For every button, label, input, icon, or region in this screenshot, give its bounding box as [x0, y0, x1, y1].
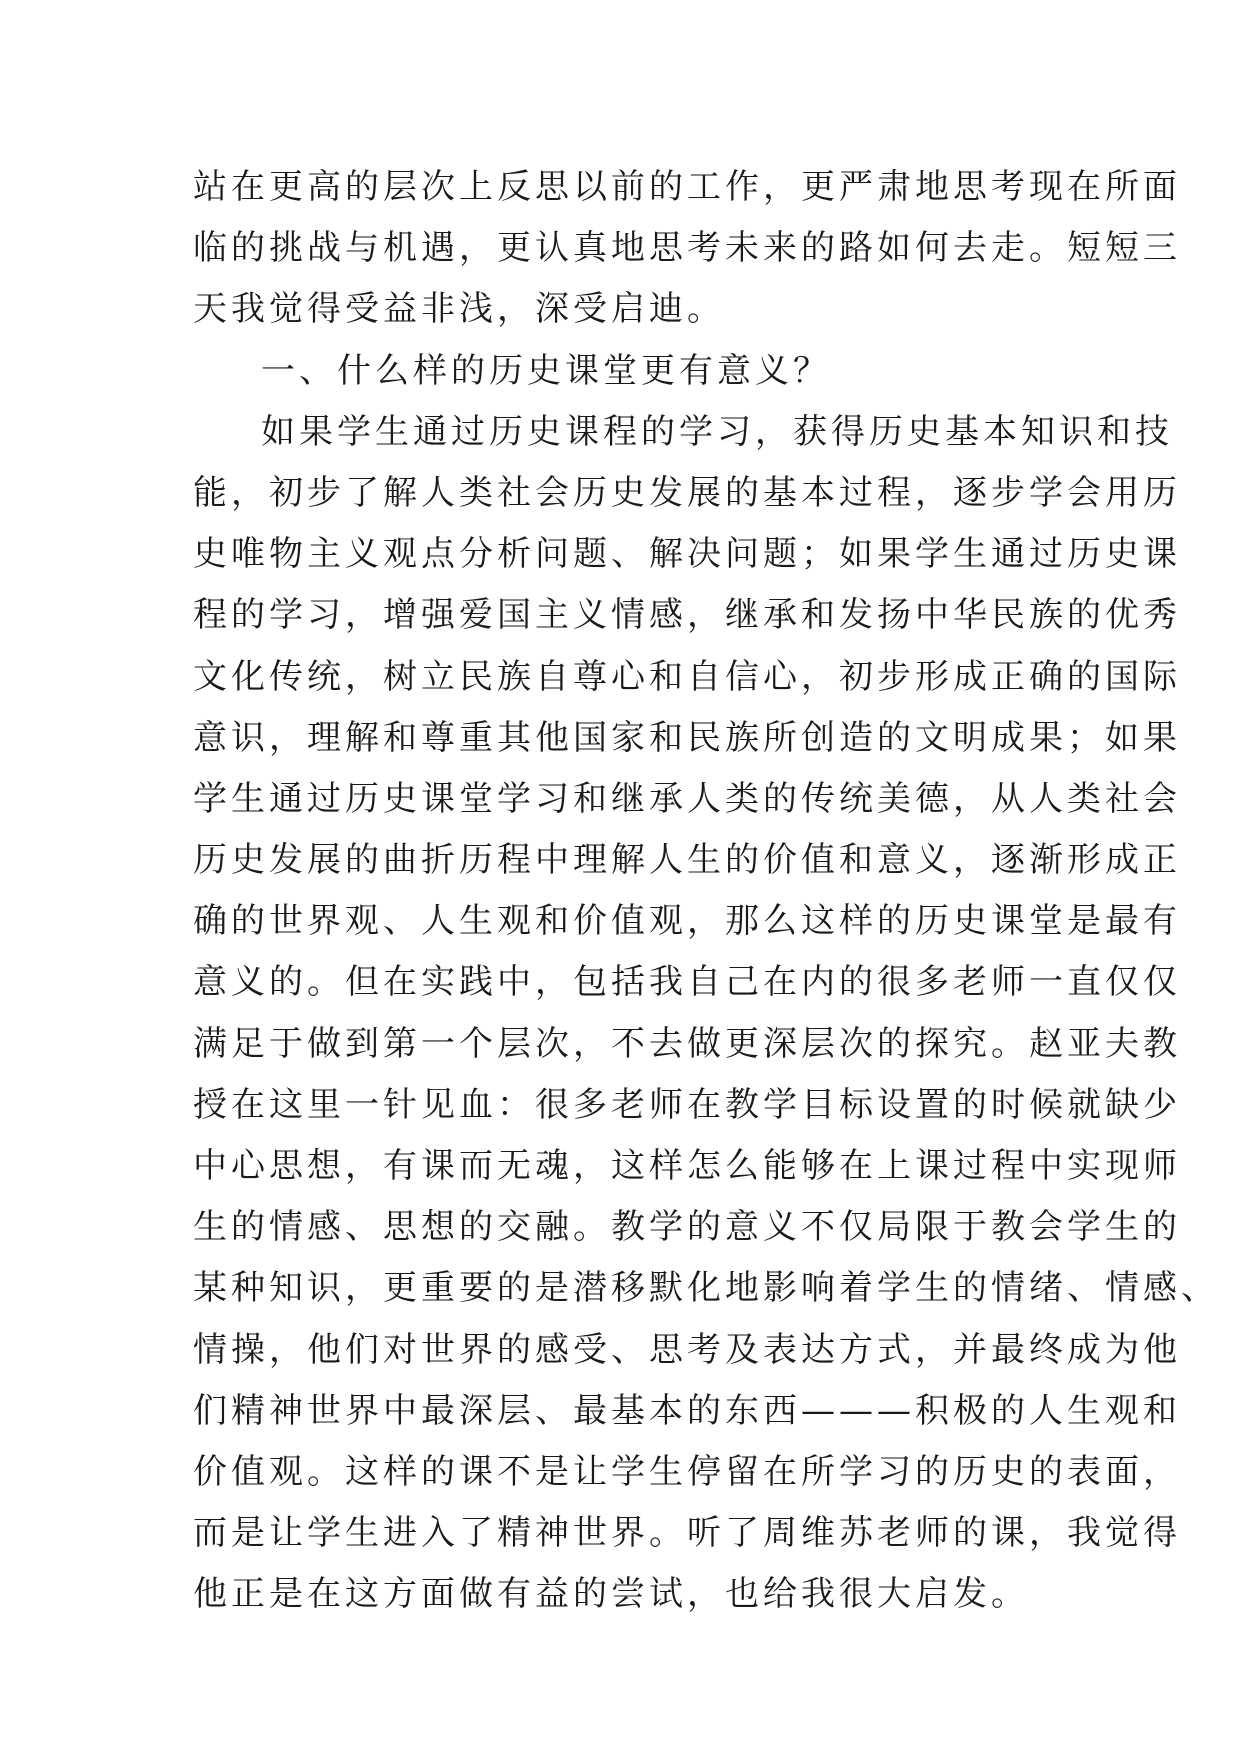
text-line: 能，初步了解人类社会历史发展的基本过程，逐步学会用历 — [193, 472, 1181, 513]
paragraph-intro — [193, 157, 1181, 341]
text-line: 史唯物主义观点分析问题、解决问题；如果学生通过历史课 — [193, 534, 1181, 575]
text-line: 授在这里一针见血：很多老师在教学目标设置的时候就缺少 — [193, 1084, 1181, 1125]
text-line: 如果学生通过历史课程的学习，获得历史基本知识和技 — [261, 411, 1173, 452]
text-line: 生的情感、思想的交融。教学的意义不仅局限于教会学生的 — [193, 1207, 1181, 1248]
text-line: 价值观。这样的课不是让学生停留在所学习的历史的表面， — [193, 1451, 1181, 1492]
text-line: 意义的。但在实践中，包括我自己在内的很多老师一直仅仅 — [193, 962, 1181, 1003]
text-line: 而是让学生进入了精神世界。听了周维苏老师的课，我觉得 — [193, 1513, 1181, 1554]
text-line: 满足于做到第一个层次，不去做更深层次的探究。赵亚夫教 — [193, 1023, 1181, 1064]
text-line: 们精神世界中最深层、最基本的东西———积极的人生观和 — [193, 1390, 1181, 1431]
text-line: 情操，他们对世界的感受、思考及表达方式，并最终成为他 — [193, 1329, 1181, 1370]
document-body — [193, 157, 1219, 1626]
text-line: 中心思想，有课而无魂，这样怎么能够在上课过程中实现师 — [193, 1146, 1181, 1186]
text-line: 临的挑战与机遇，更认真地思考未来的路如何去走。短短三 — [193, 228, 1181, 269]
text-line: 某种知识，更重要的是潜移默化地影响着学生的情绪、情感、 — [193, 1268, 1219, 1309]
text-line: 学生通过历史课堂学习和继承人类的传统美德，从人类社会 — [193, 778, 1181, 819]
text-line: 确的世界观、人生观和价值观，那么这样的历史课堂是最有 — [193, 901, 1181, 942]
text-line: 历史发展的曲折历程中理解人生的价值和意义，逐渐形成正 — [193, 840, 1181, 881]
text-line: 程的学习，增强爱国主义情感，继承和发扬中华民族的优秀 — [193, 595, 1181, 636]
text-line: 他正是在这方面做有益的尝试，也给我很大启发。 — [193, 1574, 1029, 1615]
text-line: 天我觉得受益非浅，深受启迪。 — [193, 289, 725, 330]
text-line: 文化传统，树立民族自尊心和自信心，初步形成正确的国际 — [193, 656, 1181, 697]
paragraph-body — [193, 402, 1219, 1626]
text-line: 意识，理解和尊重其他国家和民族所创造的文明成果；如果 — [193, 717, 1181, 758]
text-line: 站在更高的层次上反思以前的工作，更严肃地思考现在所面 — [193, 167, 1181, 207]
section-heading — [193, 341, 1057, 402]
section-heading-text: 一、什么样的历史课堂更有意义？ — [261, 350, 831, 391]
